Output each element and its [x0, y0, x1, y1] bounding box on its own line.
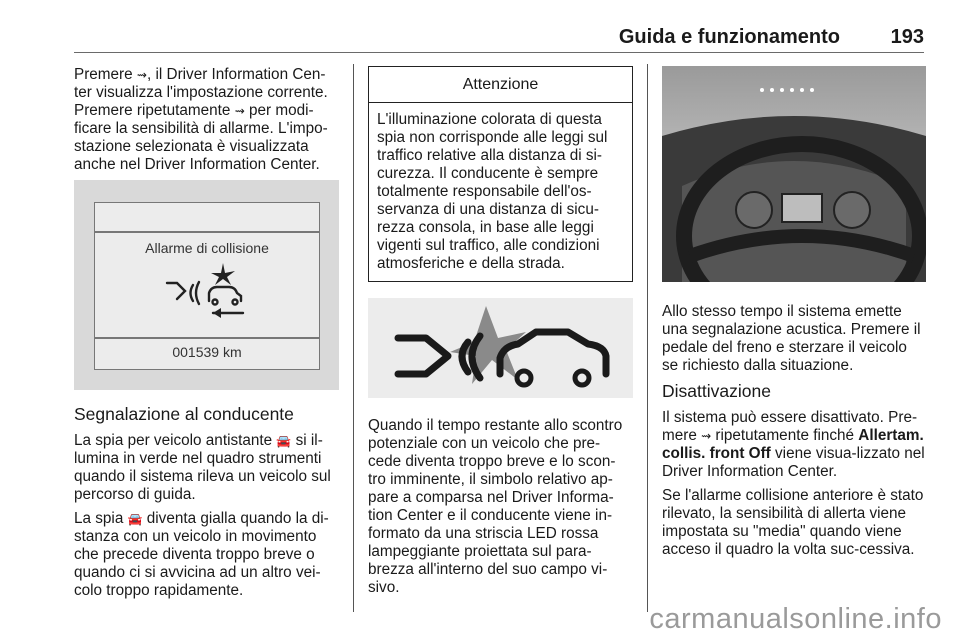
- watermark: carmanualsonline.info: [649, 603, 942, 635]
- collision-button-icon: ⇝: [701, 429, 712, 443]
- driver-info-display-figure: [74, 180, 339, 390]
- page-number: 193: [890, 26, 924, 48]
- paragraph: Se l'allarme collisione anteriore è stato rilevato, la sensibilità di allerta viene impostata su "media" quando viene acceso il quadro la volta suc-cessiva.: [662, 487, 924, 558]
- column-divider: [647, 64, 648, 612]
- paragraph: Quando il tempo restante allo scontro potenziale con un veicolo che pre-cede diventa troppo breve e lo scon-tro imminente, il simbolo relativo ap-pare a comparsa nel Driver Informa-tion Center e il conducente viene in-formato da una striscia LED rossa lampeggiante proiettata sul para-brezza all'interno del suo campo vi-sivo.: [368, 417, 623, 596]
- paragraph: La spia 🚘 diventa gialla quando la di-stanza con un veicolo in movimento che precede diventa troppo breve o quando ci si avvicina ad un altro vei-colo troppo rapidamente.: [74, 510, 329, 599]
- column-1: [74, 66, 339, 606]
- paragraph: Allo stesso tempo il sistema emette una segnalazione acustica. Premere il pedale del freno e sterzare il veicolo se richiesto dalla situazione.: [662, 303, 921, 374]
- display-title: Allarme di collisione: [145, 240, 269, 256]
- page-header: [74, 22, 924, 53]
- attention-body: L'illuminazione colorata di questa spia non corrisponde alle leggi sul traffico relative alla distanza di si-curezza. Il conducente è sempre totalmente responsabile dell'os-servanza di una distanza di sicu-rezza consola, in base alle leggi vigenti sul traffico, alle condizioni atmosferiche e della strada.: [377, 111, 608, 272]
- paragraph: Premere ⇝, il Driver Information Cen-ter visualizza l'impostazione corrente. Premere ripetutamente ⇝ per modi-ficare la sensibilità di allarme. L'impo-stazione selezionata è visualizzata anche nel Driver Information Center.: [74, 66, 328, 173]
- odometer-readout: 001539 km: [172, 344, 242, 360]
- head-up-led-figure: [662, 66, 926, 282]
- attention-box: [368, 66, 633, 282]
- section-title: Guida e funzionamento: [618, 26, 840, 48]
- paragraph: La spia per veicolo antistante 🚘 si il-lumina in verde nel quadro strumenti quando il sistema rileva un veicolo sul percorso di guida.: [74, 432, 331, 503]
- section-heading: Segnalazione al conducente: [74, 404, 294, 424]
- collision-warning-figure: [368, 298, 633, 398]
- vehicle-ahead-icon: 🚘: [276, 434, 292, 448]
- display-message: Allertam. collis. front Off: [662, 427, 924, 462]
- collision-alert-icon: [163, 261, 253, 323]
- display-screen: [94, 202, 320, 370]
- section-heading: Disattivazione: [662, 381, 771, 401]
- paragraph: Il sistema può essere disattivato. Pre-mere ⇝ ripetutamente finché Allertam. collis. front Off viene visua-lizzato nel Driver Information Center.: [662, 409, 925, 480]
- column-2: [368, 66, 633, 603]
- column-3: [662, 66, 926, 565]
- column-divider: [353, 64, 354, 612]
- collision-button-icon: ⇝: [136, 68, 147, 82]
- collision-button-icon: ⇝: [234, 104, 245, 118]
- attention-title: Attenzione: [369, 67, 632, 103]
- vehicle-ahead-icon: 🚘: [127, 512, 143, 526]
